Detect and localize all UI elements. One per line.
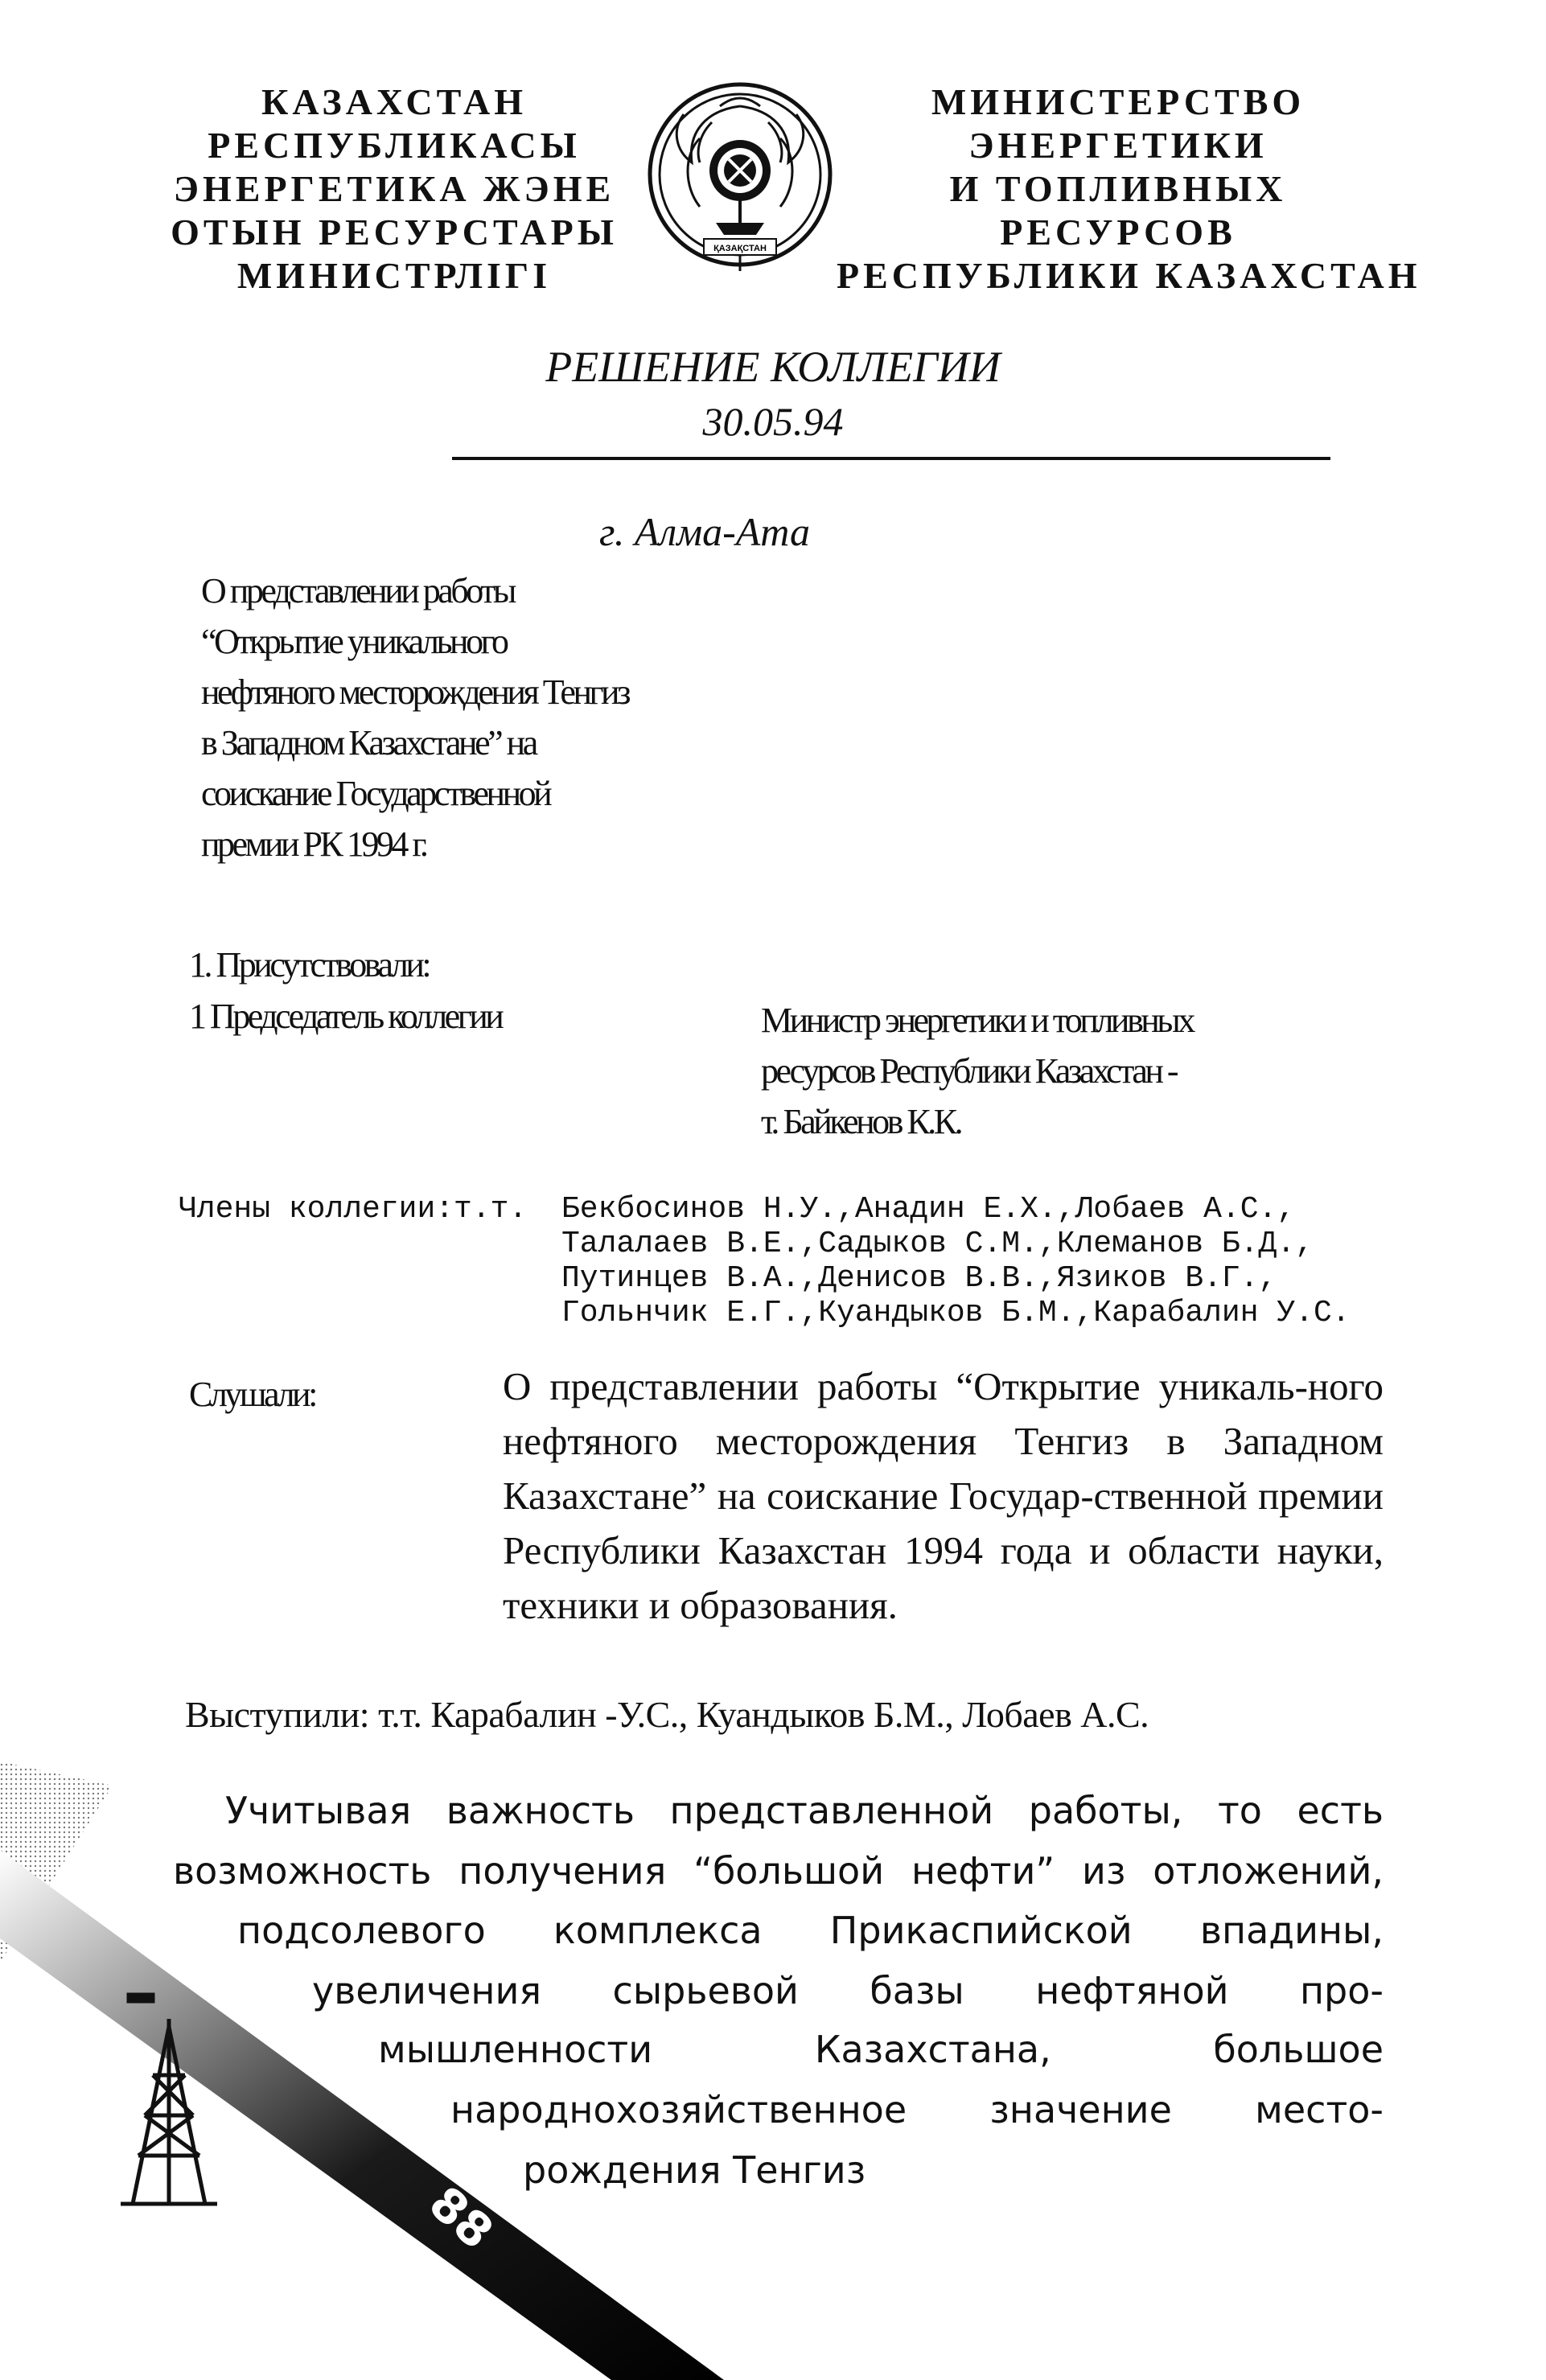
heard-label: Слушали: (189, 1375, 315, 1414)
closing-line: возможность получения “большой нефти” из отложений, (173, 1849, 1384, 1893)
minister-block (761, 995, 1193, 1147)
members-list (561, 1192, 1351, 1330)
decision-date: 30.05.94 (702, 399, 844, 444)
subject-line: “Открытие уникального (201, 622, 507, 661)
members-line: Гольнчик Е.Г.,Куандыков Б.М.,Карабалин У.С. (561, 1296, 1351, 1330)
header-left-line: ЭНЕРГЕТИКА ЖЭНЕ (173, 168, 615, 209)
page-number: 88 (418, 2175, 504, 2260)
present-label: 1. Присутствовали: (189, 945, 430, 984)
closing-line: мышленности Казахстана, большое (378, 2028, 1384, 2071)
minister-line: Министр энергетики и топливных (761, 1001, 1193, 1040)
header-left-line: КАЗАХСТАН (261, 81, 527, 122)
closing-line: рождения Тенгиз (523, 2148, 866, 2192)
subject-line: соискание Государственной (201, 774, 550, 813)
subject-block (201, 565, 628, 869)
emblem-banner-text: ҚАЗАҚСТАН (713, 244, 767, 253)
state-emblem-icon (643, 74, 837, 283)
header-right-line: И ТОПЛИВНЫХ (949, 168, 1287, 209)
subject-line: О представлении работы (201, 571, 514, 610)
header-divider (452, 457, 1330, 460)
header-right-line: ЭНЕРГЕТИКИ (968, 125, 1268, 166)
header-left-line: МИНИСТРЛІГІ (236, 255, 552, 296)
header-right-line: РЕСПУБЛИКИ КАЗАХСТАН (837, 255, 1421, 296)
closing-line: народнохозяйственное значение место- (450, 2088, 1384, 2131)
subject-line: нефтяного месторождения Тенгиз (201, 672, 628, 712)
closing-line: Учитывая важность представленной работы, то есть (225, 1789, 1384, 1832)
city-line: г. Алма-Ата (599, 509, 811, 554)
header-right-line: МИНИСТЕРСТВО (931, 81, 1305, 122)
header-right-line: РЕСУРСОВ (1000, 212, 1236, 253)
members-line: Талалаев В.Е.,Садыков С.М.,Клеманов Б.Д., (561, 1227, 1314, 1261)
header-kazakh (161, 80, 627, 298)
minister-line: ресурсов Республики Казахстан - (761, 1051, 1177, 1091)
members-line: Бекбосинов Н.У.,Анадин Е.Х.,Лобаев А.С., (561, 1192, 1296, 1227)
minister-line: т. Байкенов К.К. (761, 1102, 961, 1141)
header-russian (837, 80, 1421, 298)
heard-text: О представлении работы “Открытие уникаль-ного нефтяного месторождения Тенгиз в Западном Казахстане” на соискание Государ-ственной премии Республики Казахстан 1994 года и области науки, техники и образования. (503, 1364, 1384, 1627)
members-label: Члены коллегии:т.т. (179, 1192, 528, 1227)
decision-title: РЕШЕНИЕ КОЛЛЕГИИ (545, 343, 1001, 391)
closing-line: подсолевого комплекса Прикаспийской впадины, (237, 1909, 1384, 1952)
subject-line: в Западном Казахстане” на (201, 723, 536, 763)
members-line: Путинцев В.А.,Денисов В.В.,Язиков В.Г., (561, 1261, 1277, 1296)
closing-line: увеличения сырьевой базы нефтяной про- (312, 1969, 1384, 2012)
speakers-line: Выступили: т.т. Карабалин -У.С., Куандыков Б.М., Лобаев А.С. (185, 1694, 1149, 1735)
header-left-line: ОТЫН РЕСУРСТАРЫ (171, 212, 618, 253)
header-left-line: РЕСПУБЛИКАСЫ (208, 125, 581, 166)
subject-line: премии РК 1994 г. (201, 824, 426, 864)
chair-label: 1 Председатель коллегии (189, 997, 502, 1036)
